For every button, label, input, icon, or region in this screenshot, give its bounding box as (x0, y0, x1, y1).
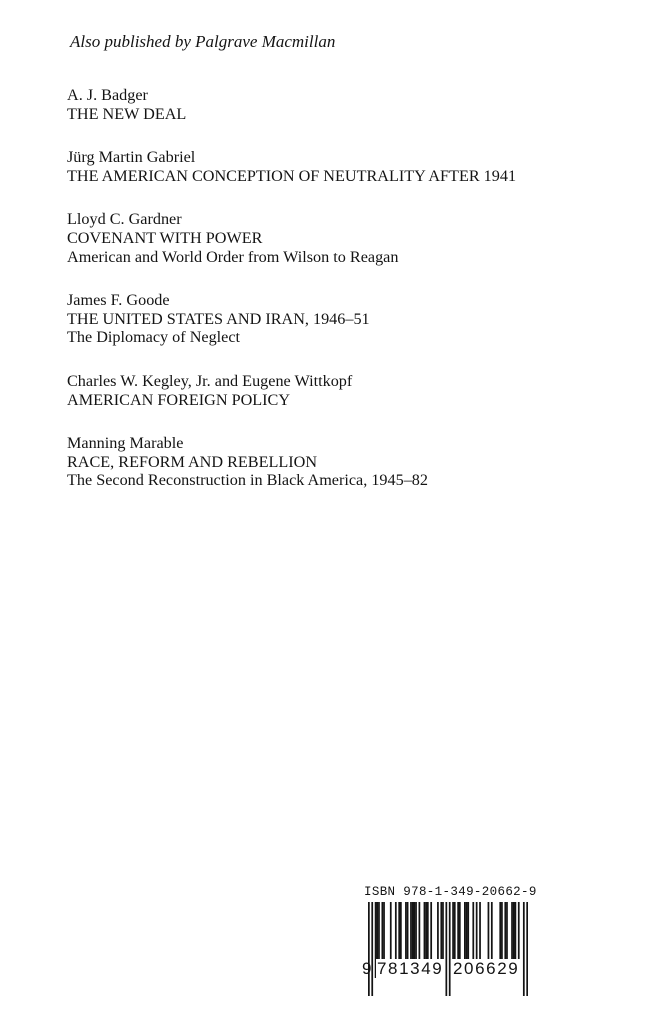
list-item (67, 291, 647, 347)
barcode-bar (368, 902, 370, 996)
book-author: James F. Goode (67, 291, 170, 310)
book-title: RACE, REFORM AND REBELLION (67, 452, 318, 471)
list-heading: Also published by Palgrave Macmillan (70, 32, 336, 51)
barcode-bar (523, 902, 525, 996)
book-title: AMERICAN FOREIGN POLICY (67, 390, 291, 409)
book-author: Jürg Martin Gabriel (67, 148, 196, 167)
barcode-bar (445, 902, 447, 996)
list-item (67, 148, 647, 185)
book-title: THE UNITED STATES AND IRAN, 1946–51 (67, 309, 370, 328)
book-subtitle: American and World Order from Wilson to Reagan (67, 247, 399, 266)
book-author: A. J. Badger (67, 86, 148, 104)
book-title: THE NEW DEAL (67, 104, 187, 123)
book-author: Charles W. Kegley, Jr. and Eugene Wittkopf (67, 371, 353, 390)
book-title: COVENANT WITH POWER (67, 228, 263, 247)
book-subtitle: The Second Reconstruction in Black America, 1945–82 (67, 471, 428, 490)
barcode-digit-group-right: 206629 (453, 959, 520, 978)
barcode-bar (449, 902, 451, 996)
list-item (67, 434, 647, 490)
book-author: Lloyd C. Gardner (67, 210, 182, 229)
barcode-digit-group-left: 781349 (377, 959, 444, 978)
barcode-digit-lead: 9 (362, 959, 372, 978)
list-item (67, 210, 647, 266)
book-list (67, 86, 647, 515)
barcode-icon (368, 902, 528, 996)
book-subtitle: The Diplomacy of Neglect (67, 328, 241, 347)
book-author: Manning Marable (67, 434, 184, 453)
barcode-bar (371, 902, 373, 996)
list-item (67, 86, 647, 123)
book-title: THE AMERICAN CONCEPTION OF NEUTRALITY AFTER 1941 (67, 166, 517, 185)
isbn-barcode-block (362, 885, 537, 995)
list-item (67, 372, 647, 409)
isbn-label: ISBN 978-1-349-20662-9 (364, 885, 537, 899)
barcode-bar (526, 902, 528, 996)
